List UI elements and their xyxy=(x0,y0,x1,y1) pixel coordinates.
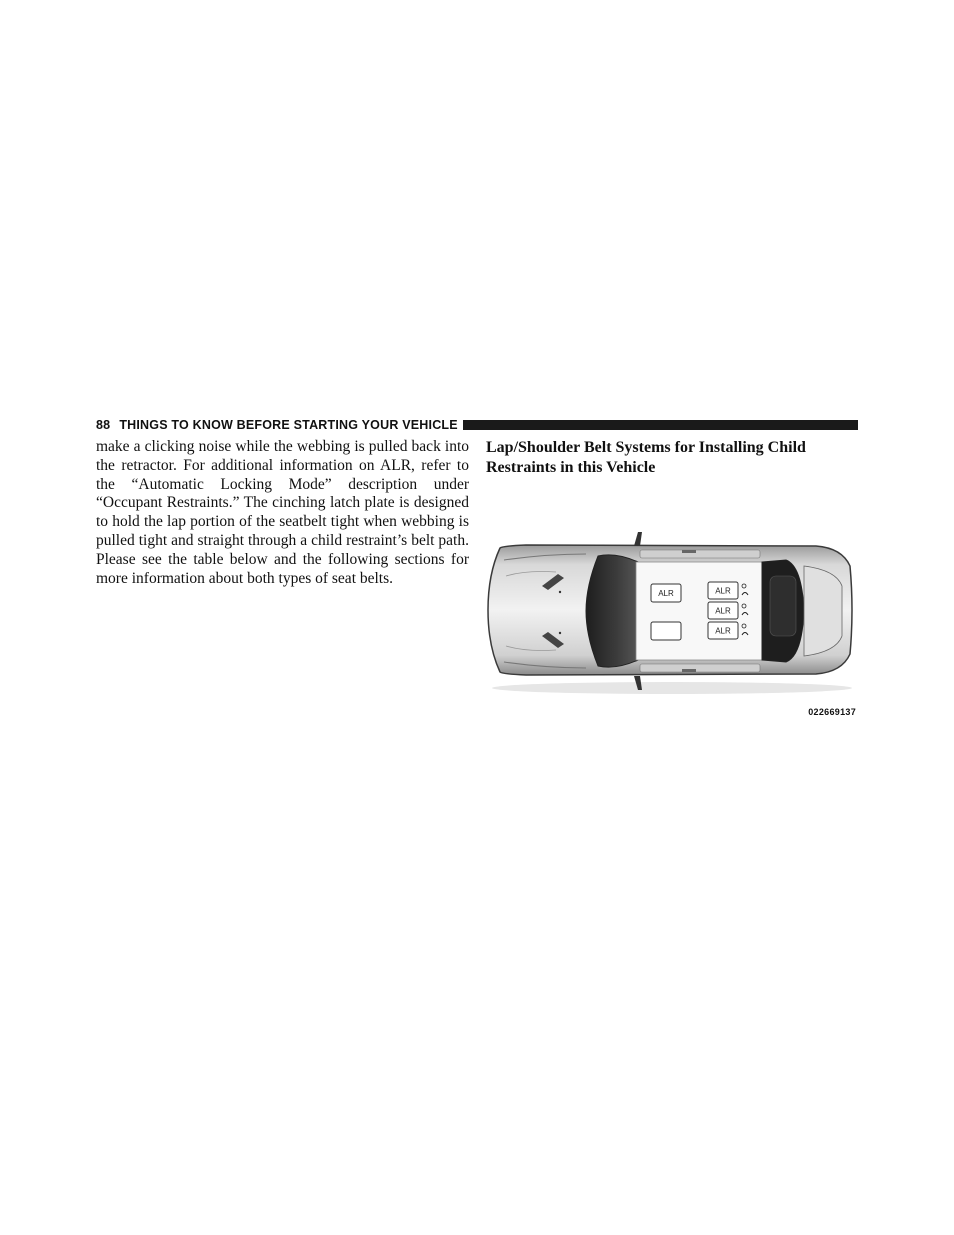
seat-label: ALR xyxy=(658,589,674,598)
header-text xyxy=(96,417,458,433)
mirror-left-icon xyxy=(634,532,642,546)
door-handle xyxy=(682,669,696,672)
rear-shelf xyxy=(770,576,796,636)
trunk-lid xyxy=(804,566,842,656)
seat-driver xyxy=(651,622,681,640)
cabin-roof xyxy=(636,562,762,660)
section-title: THINGS TO KNOW BEFORE STARTING YOUR VEHICLE xyxy=(119,418,458,432)
page-header xyxy=(96,417,858,433)
seat-label: ALR xyxy=(715,626,731,636)
section-heading: Lap/Shoulder Belt Systems for Installing Child Restraints in this Vehicle xyxy=(486,439,806,476)
body-paragraph: make a clicking noise while the webbing is pulled back into the retractor. For additional information on ALR, refer to the “Automatic Locking Mode” description under “Occupant Restraints.” The cinching latch plate is designed to hold the lap portion of the seatbelt tight when webbing is pulled tight and straight through a child restraint’s belt path. Please see the table below and the following sections for more information about both types of seat belts. xyxy=(96,438,469,587)
car-shadow xyxy=(492,682,852,694)
door-handle xyxy=(682,550,696,553)
page-number: 88 xyxy=(96,418,111,432)
vehicle-top-view xyxy=(486,526,858,696)
seat-label: ALR xyxy=(715,606,731,616)
windshield xyxy=(586,555,638,667)
side-window-left xyxy=(640,550,760,558)
seat-label: ALR xyxy=(715,586,731,596)
side-window-right xyxy=(640,664,760,672)
hood-pin xyxy=(559,632,561,634)
header-rule xyxy=(463,420,858,430)
hood-pin xyxy=(559,591,561,593)
vehicle-seating-diagram xyxy=(486,526,858,696)
figure-id: 022669137 xyxy=(808,707,856,717)
